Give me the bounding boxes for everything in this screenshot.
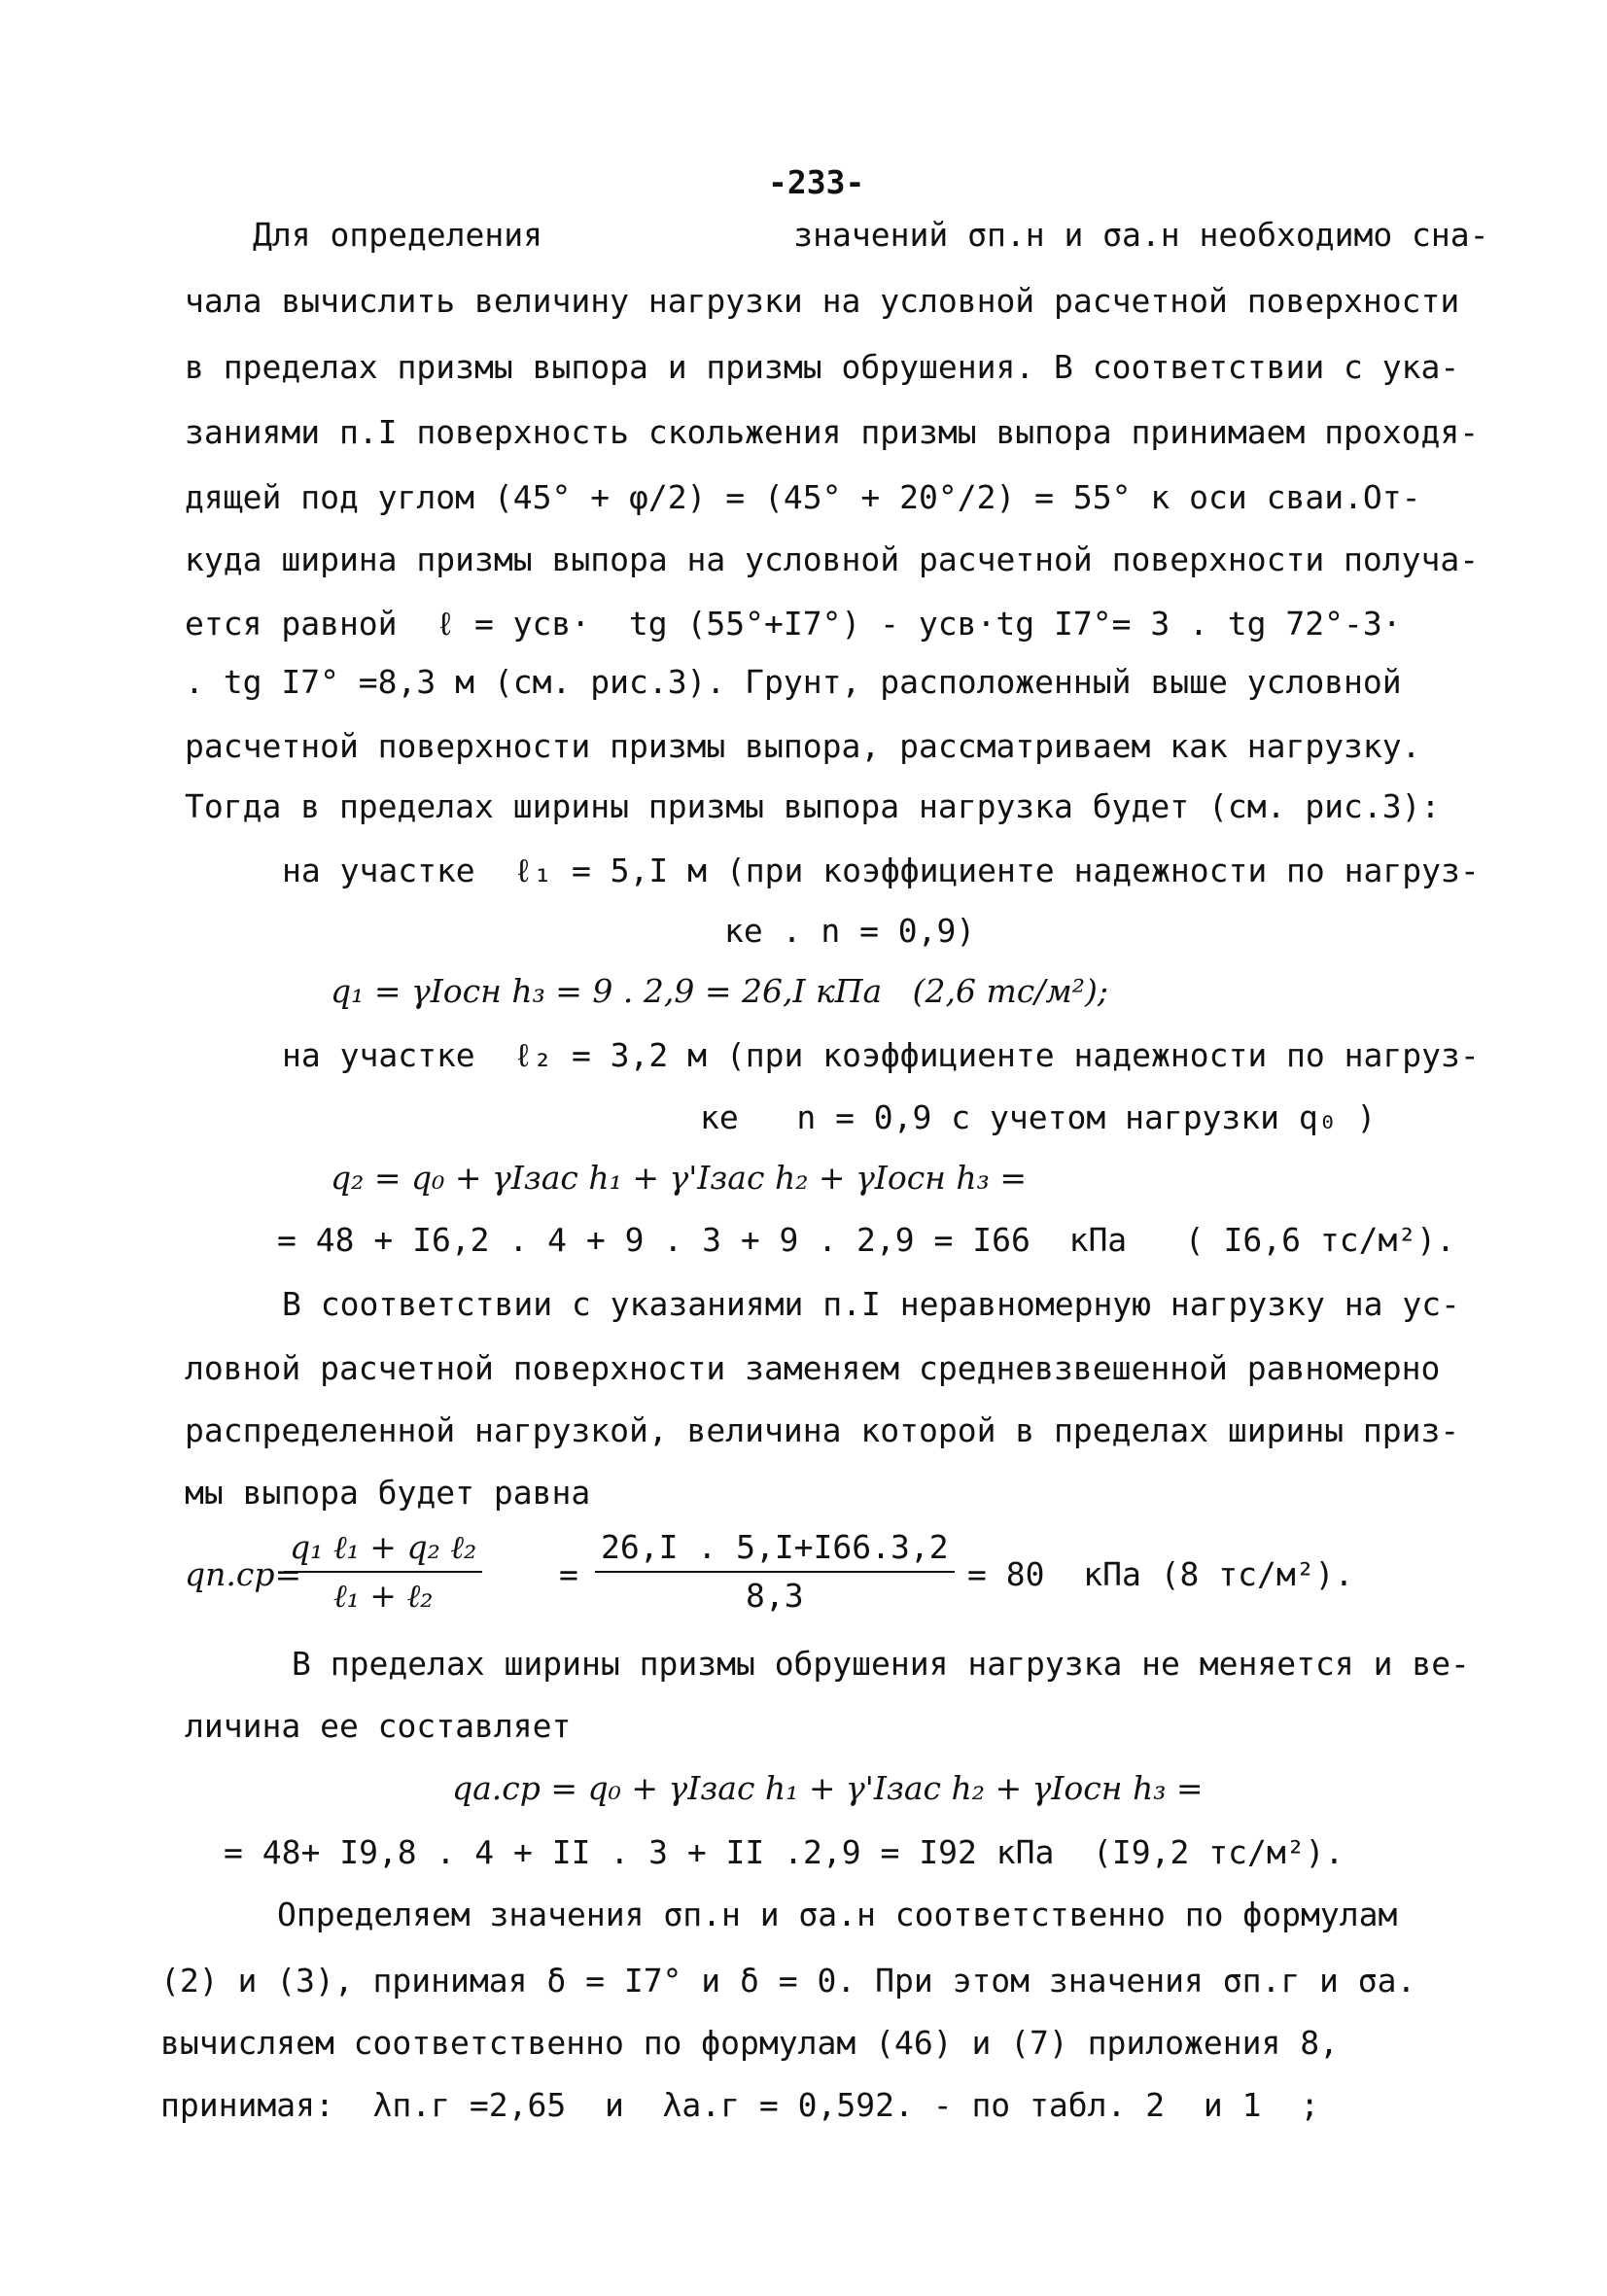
paragraph1-line: чала вычислить величину нагрузки на условной расчетной поверхности: [185, 282, 1460, 320]
paragraph3-line: личина ее составляет: [185, 1707, 572, 1745]
paragraph4-line: принимая: λп.г =2,65 и λа.г = 0,592. - по табл. 2 и 1 ;: [160, 2086, 1320, 2124]
paragraph1-line: . tg I7° =8,3 м (см. рис.3). Грунт, расположенный выше условной: [185, 663, 1402, 701]
section2-line: на участке ℓ₂ = 3,2 м (при коэффициенте надежности по нагруз-: [282, 1036, 1480, 1074]
fraction-numerator: q₁ ℓ₁ + q₂ ℓ₂: [284, 1528, 482, 1573]
paragraph2-line: В соответствии с указаниями п.I неравномерную нагрузку на ус-: [282, 1285, 1460, 1323]
paragraph1-line: ется равной ℓ = yсв· tg (55°+I7°) - yсв·tg I7°= 3 . tg 72°-3·: [185, 605, 1402, 643]
formula-qnsr-fraction-numeric: [595, 1528, 955, 1616]
paragraph1-line: куда ширина призмы выпора на условной расчетной поверхности получа-: [185, 540, 1480, 578]
section2-line: ке n = 0,9 с учетом нагрузки q₀ ): [700, 1098, 1377, 1136]
formula-qacr: qа.ср = q₀ + γIзас h₁ + γ'Iзас h₂ + γIосн h₃ =: [452, 1769, 1204, 1807]
formula-qnsr-lhs: qп.ср=: [185, 1555, 302, 1593]
equation-q1: q₁ = γIосн h₃ = 9 . 2,9 = 26,I кПа (2,6 тс/м²);: [331, 972, 1108, 1010]
paragraph2-line: распределенной нагрузкой, величина которой в пределах ширины приз-: [185, 1411, 1460, 1449]
fraction-numerator: 26,I . 5,I+I66.3,2: [595, 1528, 955, 1573]
paragraph1-line: расчетной поверхности призмы выпора, рассматриваем как нагрузку.: [185, 727, 1421, 765]
section1-line: ке . n = 0,9): [724, 912, 976, 950]
paragraph4-line: Определяем значения σп.н и σа.н соответственно по формулам: [277, 1896, 1398, 1933]
page-number: -233-: [768, 163, 865, 201]
formula-qnsr-result: = 80 кПа (8 тс/м²).: [967, 1555, 1354, 1593]
paragraph1-line: Для определения значений σп.н и σа.н необходимо сна-: [253, 216, 1489, 254]
paragraph1-line: в пределах призмы выпора и призмы обрушения. В соответствии с ука-: [185, 348, 1460, 386]
equation-q2: q₂ = q₀ + γIзас h₁ + γ'Iзас h₂ + γIосн h₃ =: [331, 1159, 1028, 1197]
paragraph2-line: ловной расчетной поверхности заменяем средневзвешенной равномерно: [185, 1349, 1441, 1387]
fraction-denominator: ℓ₁ + ℓ₂: [332, 1577, 434, 1615]
formula-qnsr-equals: =: [559, 1555, 578, 1593]
paragraph1-line: дящей под углом (45° + φ/2) = (45° + 20°/2) = 55° к оси сваи.От-: [185, 478, 1421, 516]
equation-q2-result: = 48 + I6,2 . 4 + 9 . 3 + 9 . 2,9 = I66 кПа ( I6,6 тс/м²).: [277, 1221, 1455, 1259]
section1-line: на участке ℓ₁ = 5,I м (при коэффициенте надежности по нагруз-: [282, 852, 1480, 889]
paragraph2-line: мы выпора будет равна: [185, 1474, 591, 1512]
paragraph3-line: В пределах ширины призмы обрушения нагрузка не меняется и ве-: [292, 1645, 1470, 1683]
paragraph4-line: (2) и (3), принимая δ = I7° и δ = 0. При этом значения σп.г и σа.: [160, 1962, 1416, 2000]
paragraph1-line: Тогда в пределах ширины призмы выпора нагрузка будет (см. рис.3):: [185, 787, 1441, 825]
formula-qnsr-fraction-symbolic: [284, 1528, 482, 1616]
paragraph4-line: вычисляем соответственно по формулам (46) и (7) приложения 8,: [160, 2024, 1339, 2062]
paragraph1-line: заниями п.I поверхность скольжения призмы выпора принимаем проходя-: [185, 413, 1480, 451]
formula-qacr-result: = 48+ I9,8 . 4 + II . 3 + II .2,9 = I92 кПа (I9,2 тс/м²).: [224, 1833, 1345, 1871]
fraction-denominator: 8,3: [746, 1577, 804, 1615]
